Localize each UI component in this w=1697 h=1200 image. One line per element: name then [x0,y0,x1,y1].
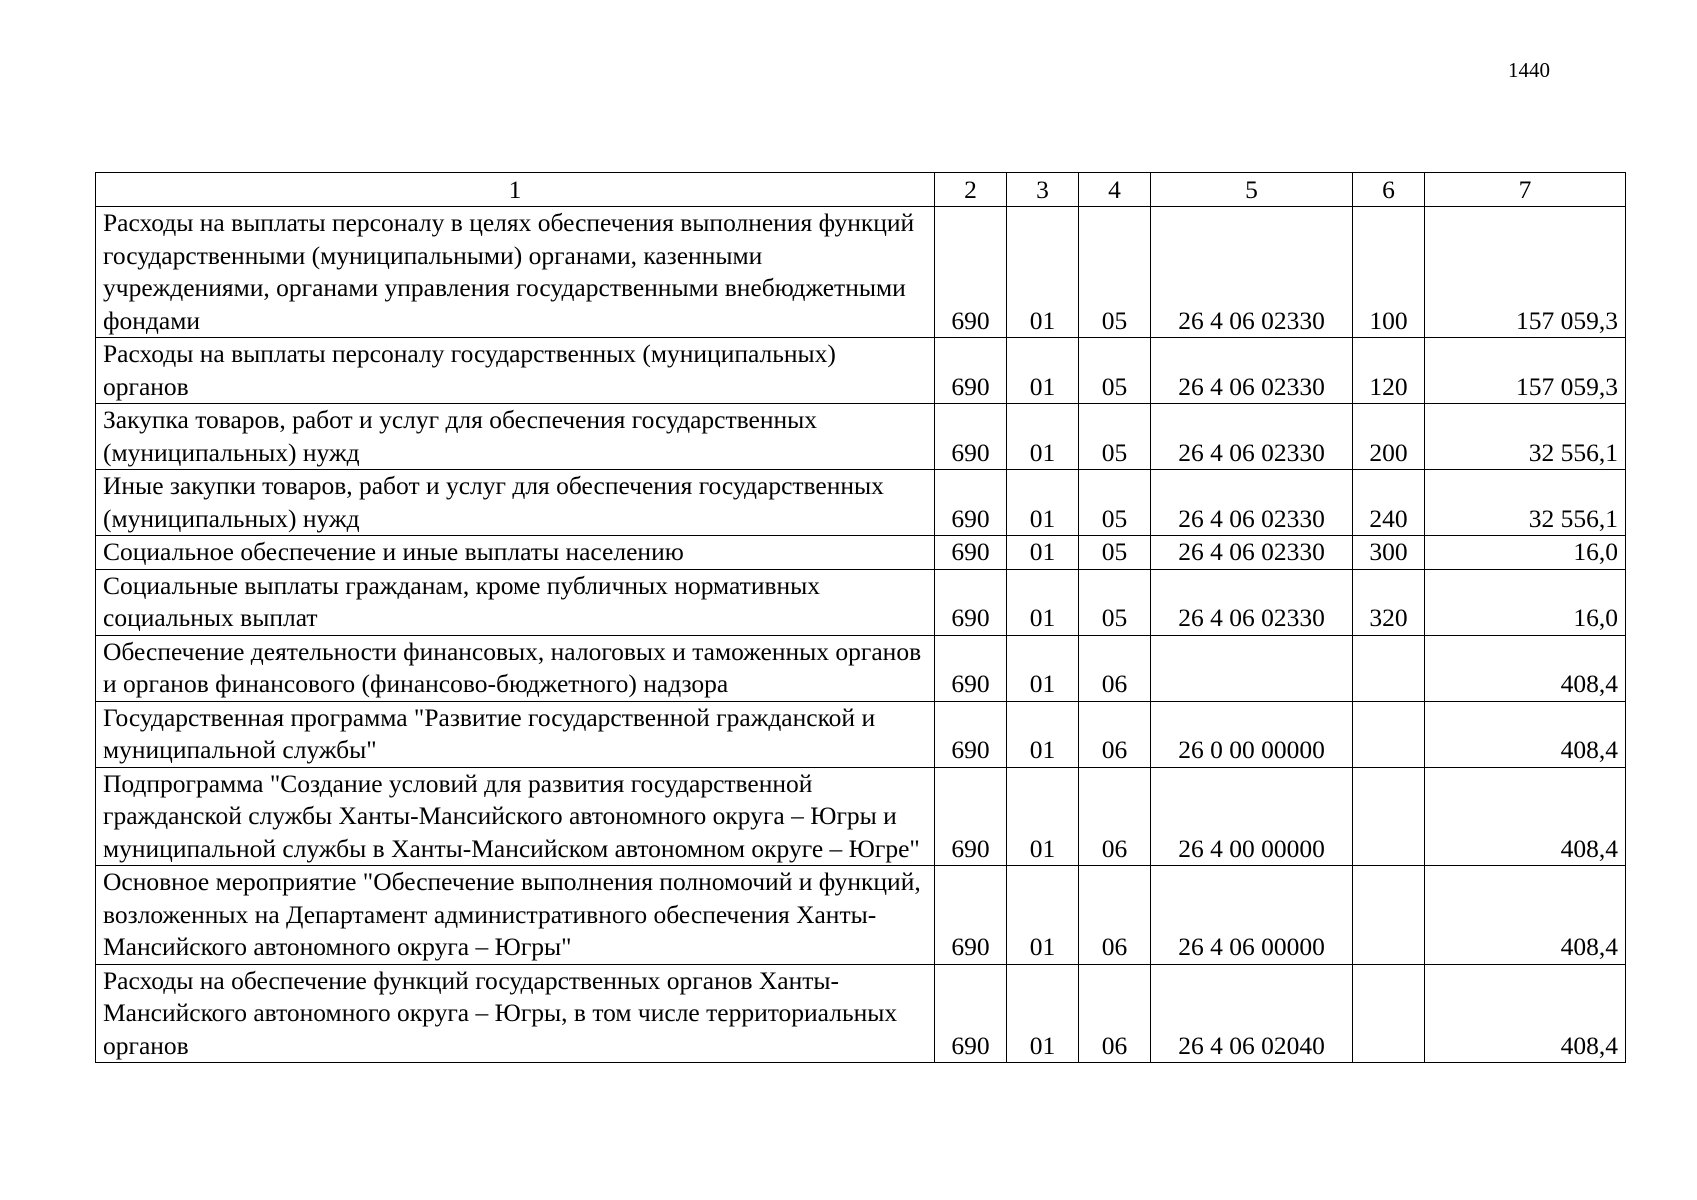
subsection-code-cell: 05 [1079,470,1151,536]
expense-name-cell: Основное мероприятие "Обеспечение выполнения полномочий и функций, возложенных на Департамент административного обеспечения Ханты-Мансийского автономного округа – Югры" [96,866,935,965]
subsection-code-cell: 05 [1079,569,1151,635]
subsection-code-cell: 06 [1079,767,1151,866]
table-row [96,404,1626,470]
section-code-cell: 01 [1007,866,1079,965]
ministry-code-cell: 690 [935,470,1007,536]
table-row [96,767,1626,866]
section-code-cell: 01 [1007,404,1079,470]
amount-cell: 408,4 [1425,767,1626,866]
expense-name-cell: Социальные выплаты гражданам, кроме публичных нормативных социальных выплат [96,569,935,635]
column-header: 2 [935,173,1007,207]
amount-cell: 16,0 [1425,536,1626,570]
target-article-cell: 26 4 06 02330 [1151,536,1353,570]
target-article-cell: 26 4 06 02330 [1151,470,1353,536]
amount-cell: 157 059,3 [1425,338,1626,404]
subsection-code-cell: 05 [1079,207,1151,338]
table-row [96,964,1626,1063]
expense-type-cell: 320 [1353,569,1425,635]
subsection-code-cell: 06 [1079,701,1151,767]
target-article-cell: 26 4 06 02040 [1151,964,1353,1063]
ministry-code-cell: 690 [935,767,1007,866]
amount-cell: 408,4 [1425,964,1626,1063]
ministry-code-cell: 690 [935,866,1007,965]
amount-cell: 408,4 [1425,635,1626,701]
amount-cell: 32 556,1 [1425,404,1626,470]
table-row [96,569,1626,635]
table-row [96,866,1626,965]
table-row [96,470,1626,536]
column-header: 3 [1007,173,1079,207]
target-article-cell: 26 4 06 02330 [1151,207,1353,338]
amount-cell: 16,0 [1425,569,1626,635]
column-header: 7 [1425,173,1626,207]
expense-type-cell [1353,635,1425,701]
section-code-cell: 01 [1007,701,1079,767]
subsection-code-cell: 05 [1079,338,1151,404]
section-code-cell: 01 [1007,767,1079,866]
ministry-code-cell: 690 [935,635,1007,701]
ministry-code-cell: 690 [935,569,1007,635]
expense-type-cell [1353,701,1425,767]
section-code-cell: 01 [1007,536,1079,570]
column-header: 1 [96,173,935,207]
expense-name-cell: Социальное обеспечение и иные выплаты населению [96,536,935,570]
target-article-cell: 26 4 00 00000 [1151,767,1353,866]
expense-name-cell: Обеспечение деятельности финансовых, налоговых и таможенных органов и органов финансового (финансово-бюджетного) надзора [96,635,935,701]
section-code-cell: 01 [1007,569,1079,635]
ministry-code-cell: 690 [935,207,1007,338]
table-row [96,701,1626,767]
target-article-cell: 26 4 06 02330 [1151,338,1353,404]
expense-name-cell: Расходы на выплаты персоналу государственных (муниципальных) органов [96,338,935,404]
ministry-code-cell: 690 [935,404,1007,470]
ministry-code-cell: 690 [935,964,1007,1063]
target-article-cell: 26 4 06 02330 [1151,404,1353,470]
subsection-code-cell: 06 [1079,964,1151,1063]
page-number: 1440 [1508,58,1550,82]
target-article-cell [1151,635,1353,701]
target-article-cell: 26 4 06 02330 [1151,569,1353,635]
subsection-code-cell: 05 [1079,404,1151,470]
expense-name-cell: Расходы на выплаты персоналу в целях обеспечения выполнения функций государственными (муниципальными) органами, казенными учреждениями, органами управления государственными внебюджетными фондами [96,207,935,338]
expense-type-cell [1353,866,1425,965]
expense-name-cell: Иные закупки товаров, работ и услуг для обеспечения государственных (муниципальных) нужд [96,470,935,536]
table-row [96,338,1626,404]
subsection-code-cell: 06 [1079,866,1151,965]
expense-name-cell: Государственная программа "Развитие государственной гражданской и муниципальной службы" [96,701,935,767]
budget-table [95,172,1626,1063]
section-code-cell: 01 [1007,964,1079,1063]
table-row [96,635,1626,701]
column-header: 6 [1353,173,1425,207]
ministry-code-cell: 690 [935,536,1007,570]
section-code-cell: 01 [1007,470,1079,536]
section-code-cell: 01 [1007,207,1079,338]
expense-type-cell: 300 [1353,536,1425,570]
column-header: 4 [1079,173,1151,207]
ministry-code-cell: 690 [935,338,1007,404]
expense-type-cell [1353,767,1425,866]
expense-type-cell: 200 [1353,404,1425,470]
amount-cell: 32 556,1 [1425,470,1626,536]
section-code-cell: 01 [1007,338,1079,404]
table-body [96,207,1626,1063]
amount-cell: 157 059,3 [1425,207,1626,338]
subsection-code-cell: 05 [1079,536,1151,570]
expense-name-cell: Подпрограмма "Создание условий для развития государственной гражданской службы Ханты-Мансийского автономного округа – Югры и муниципальной службы в Ханты-Мансийском автономном округе – Югре" [96,767,935,866]
expense-type-cell [1353,964,1425,1063]
section-code-cell: 01 [1007,635,1079,701]
expense-type-cell: 240 [1353,470,1425,536]
table-row [96,536,1626,570]
amount-cell: 408,4 [1425,866,1626,965]
table-row [96,207,1626,338]
amount-cell: 408,4 [1425,701,1626,767]
expense-name-cell: Расходы на обеспечение функций государственных органов Ханты-Мансийского автономного округа – Югры, в том числе территориальных органов [96,964,935,1063]
table-header-row [96,173,1626,207]
target-article-cell: 26 0 00 00000 [1151,701,1353,767]
expense-type-cell: 100 [1353,207,1425,338]
expense-name-cell: Закупка товаров, работ и услуг для обеспечения государственных (муниципальных) нужд [96,404,935,470]
column-header: 5 [1151,173,1353,207]
ministry-code-cell: 690 [935,701,1007,767]
target-article-cell: 26 4 06 00000 [1151,866,1353,965]
expense-type-cell: 120 [1353,338,1425,404]
subsection-code-cell: 06 [1079,635,1151,701]
